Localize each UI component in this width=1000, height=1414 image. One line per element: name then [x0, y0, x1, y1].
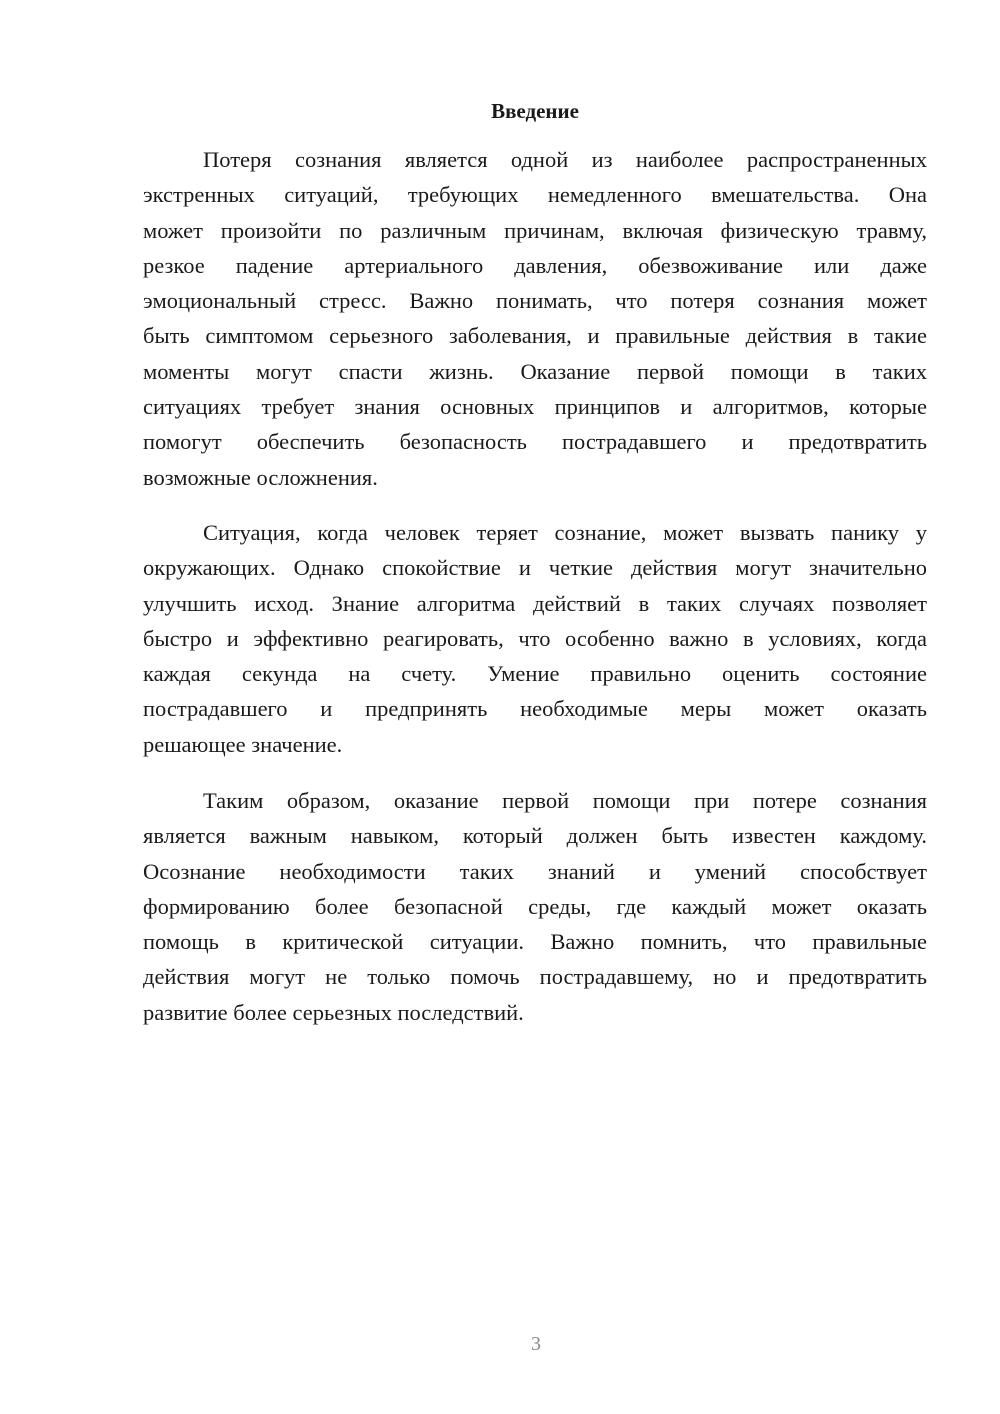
text-line: эмоциональный стресс. Важно понимать, что потеря сознания может — [143, 288, 927, 314]
text-line: быстро и эффективно реагировать, что особенно важно в условиях, когда — [143, 625, 927, 651]
section-title: Введение — [491, 99, 579, 123]
paragraph-3 — [143, 783, 927, 1030]
text-line: каждая секунда на счету. Умение правильно оценить состояние — [143, 661, 927, 687]
text-line: развитие более серьезных последствий. — [143, 999, 524, 1025]
text-line: пострадавшего и предпринять необходимые меры может оказать — [143, 696, 927, 722]
page-number: 3 — [531, 1333, 541, 1355]
text-line: быть симптомом серьезного заболевания, и правильные действия в такие — [143, 323, 927, 349]
text-line: возможные осложнения. — [143, 464, 378, 490]
text-line: окружающих. Однако спокойствие и четкие действия могут значительно — [143, 555, 927, 581]
text-line: резкое падение артериального давления, обезвоживание или даже — [143, 252, 927, 278]
text-line: является важным навыком, который должен быть известен каждому. — [143, 823, 927, 849]
text-line: Ситуация, когда человек теряет сознание, может вызвать панику у — [203, 520, 927, 545]
text-line: Потеря сознания является одной из наиболее распространенных — [203, 147, 927, 172]
text-line: может произойти по различным причинам, включая физическую травму, — [143, 217, 927, 243]
text-line: моменты могут спасти жизнь. Оказание первой помощи в таких — [143, 358, 927, 384]
paragraph-2 — [143, 515, 927, 762]
text-line: помощь в критической ситуации. Важно помнить, что правильные — [143, 929, 927, 955]
text-line: решающее значение. — [143, 731, 343, 757]
text-line: экстренных ситуаций, требующих немедленного вмешательства. Она — [143, 182, 927, 208]
text-line: Осознание необходимости таких знаний и умений способствует — [143, 858, 927, 884]
paragraph-1 — [143, 142, 927, 495]
text-line: ситуациях требует знания основных принципов и алгоритмов, которые — [143, 394, 927, 420]
text-line: формированию более безопасной среды, где каждый может оказать — [143, 893, 927, 919]
text-line: Таким образом, оказание первой помощи при потере сознания — [203, 788, 927, 813]
text-line: помогут обеспечить безопасность пострадавшего и предотвратить — [143, 429, 927, 455]
text-line: действия могут не только помочь пострадавшему, но и предотвратить — [143, 964, 927, 990]
text-line: улучшить исход. Знание алгоритма действий в таких случаях позволяет — [143, 590, 927, 616]
